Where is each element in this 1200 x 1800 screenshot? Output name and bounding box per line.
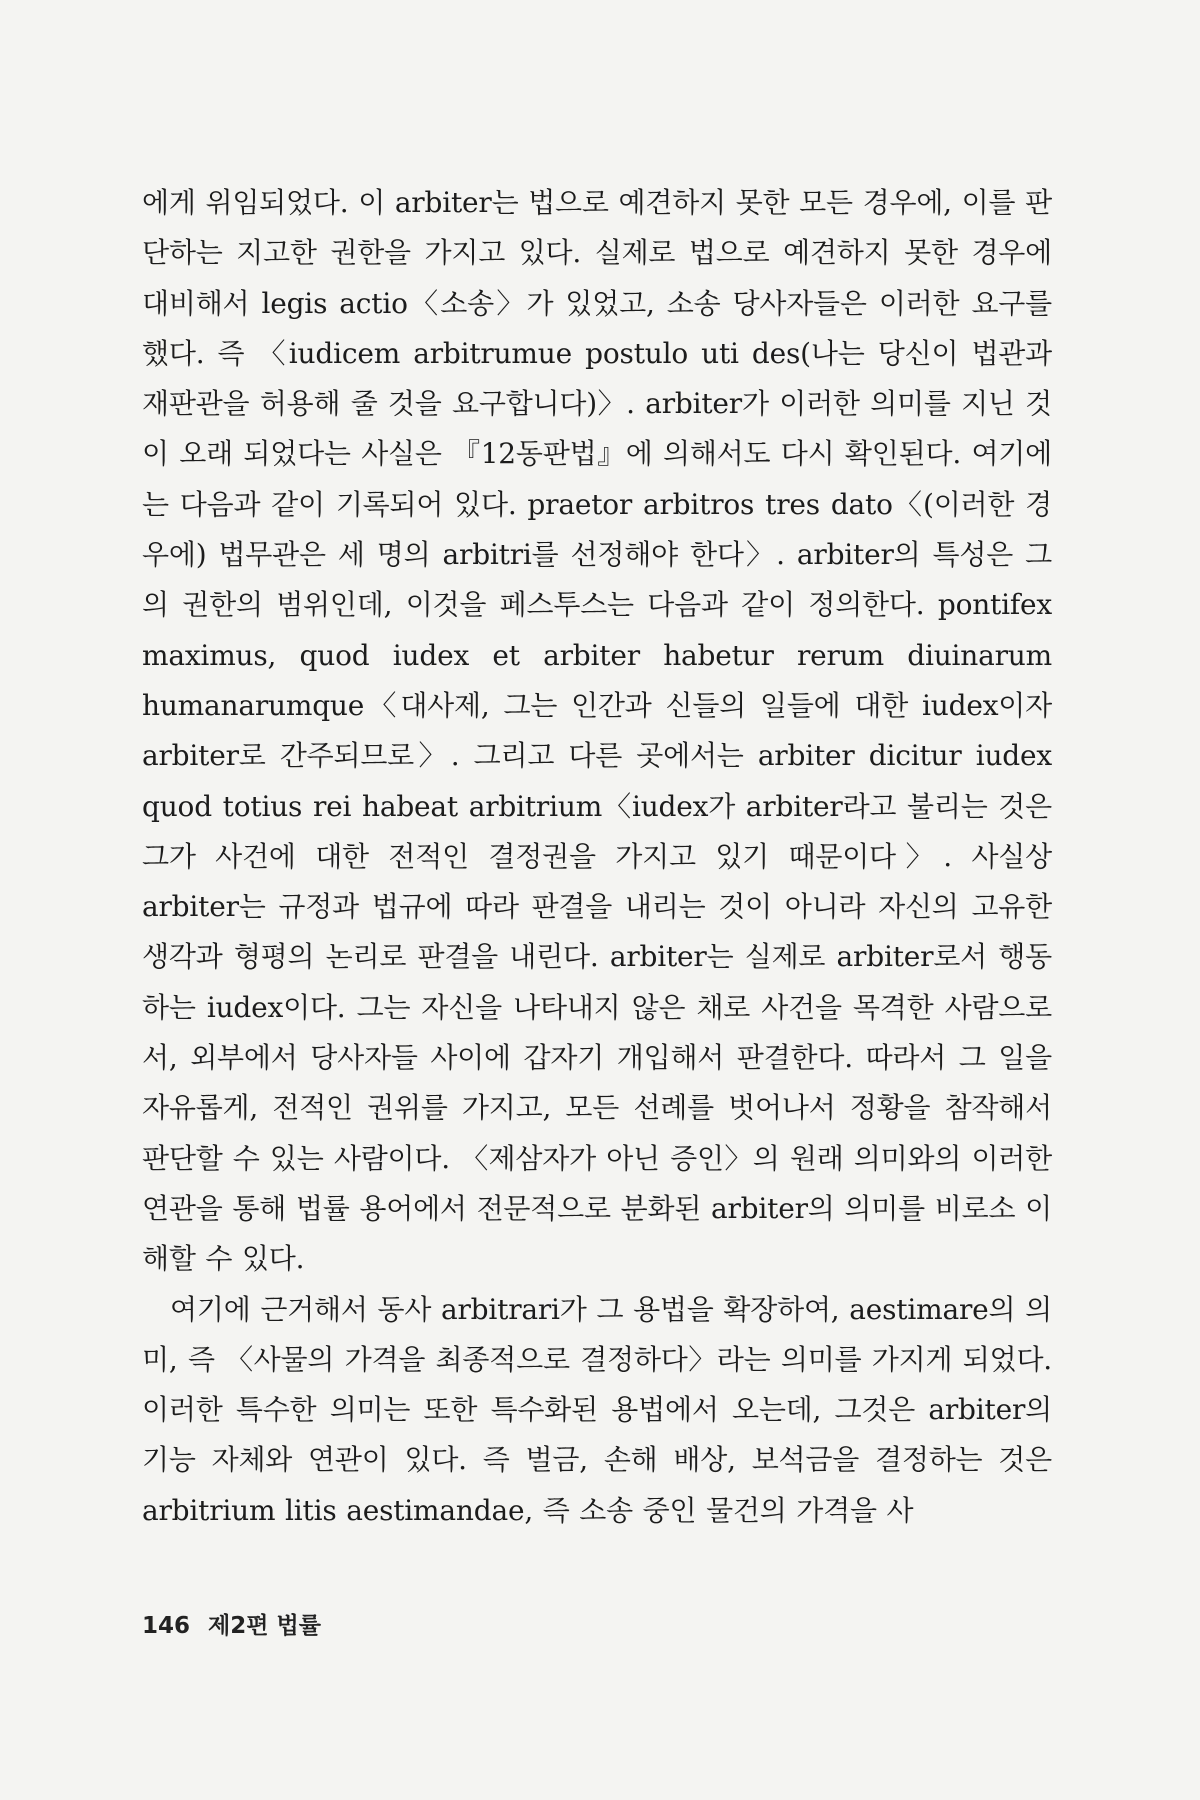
paragraph-2: 여기에 근거해서 동사 arbitrari가 그 용법을 확장하여, aestimare의 의미, 즉 〈사물의 가격을 최종적으로 결정하다〉라는 의미를 가지게 되었다. 이러한 특수한 의미는 또한 특수화된 용법에서 오는데, 그것은 arbiter의 기능 자체와 연관이 있다. 즉 벌금, 손해 배상, 보석금을 결정하는 것은 arbitrium litis aestimandae, 즉 소송 중인 물건의 가격을 사 (142, 1292, 1052, 1527)
page-number: 146 (142, 1613, 191, 1639)
paragraph-1: 에게 위임되었다. 이 arbiter는 법으로 예견하지 못한 모든 경우에, 이를 판단하는 지고한 권한을 가지고 있다. 실제로 법으로 예견하지 못한 경우에 대비해서 legis actio〈소송〉가 있었고, 소송 당사자들은 이러한 요구를 했다. 즉 〈iudicem arbitrumue postulo uti des(나는 당신이 법관과 재판관을 허용해 줄 것을 요구합니다)〉. arbiter가 이러한 의미를 지닌 것이 오래 되었다는 사실은 『12동판법』에 의해서도 다시 확인된다. 여기에는 다음과 같이 기록되어 있다. praetor arbitros tres dato〈(이러한 경우에) 법무관은 세 명의 arbitri를 선정해야 한다〉. arbiter의 특성은 그의 권한의 범위인데, 이것을 페스투스는 다음과 같이 정의한다. pontifex maximus, quod iudex et arbiter habetur rerum diuinarum humanarumque〈대사제, 그는 인간과 신들의 일들에 대한 iudex이자 arbiter로 간주되므로〉. 그리고 다른 곳에서는 arbiter dicitur iudex quod totius rei habeat arbitrium〈iudex가 arbiter라고 불리는 것은 그가 사건에 대한 전적인 결정권을 가지고 있기 때문이다〉. 사실상 arbiter는 규정과 법규에 따라 판결을 내리는 것이 아니라 자신의 고유한 생각과 형평의 논리로 판결을 내린다. arbiter는 실제로 arbiter로서 행동하는 iudex이다. 그는 자신을 나타내지 않은 채로 사건을 목격한 사람으로서, 외부에서 당사자들 사이에 갑자기 개입해서 판결한다. 따라서 그 일을 자유롭게, 전적인 권위를 가지고, 모든 선례를 벗어나서 정황을 참작해서 판단할 수 있는 사람이다. 〈제삼자가 아닌 증인〉의 원래 의미와의 이러한 연관을 통해 법률 용어에서 전문적으로 분화된 arbiter의 의미를 비로소 이해할 수 있다. (142, 186, 1052, 1276)
section-title: 제2편 법률 (208, 1613, 321, 1639)
body-text (142, 178, 1052, 1536)
page-footer (142, 1607, 321, 1640)
